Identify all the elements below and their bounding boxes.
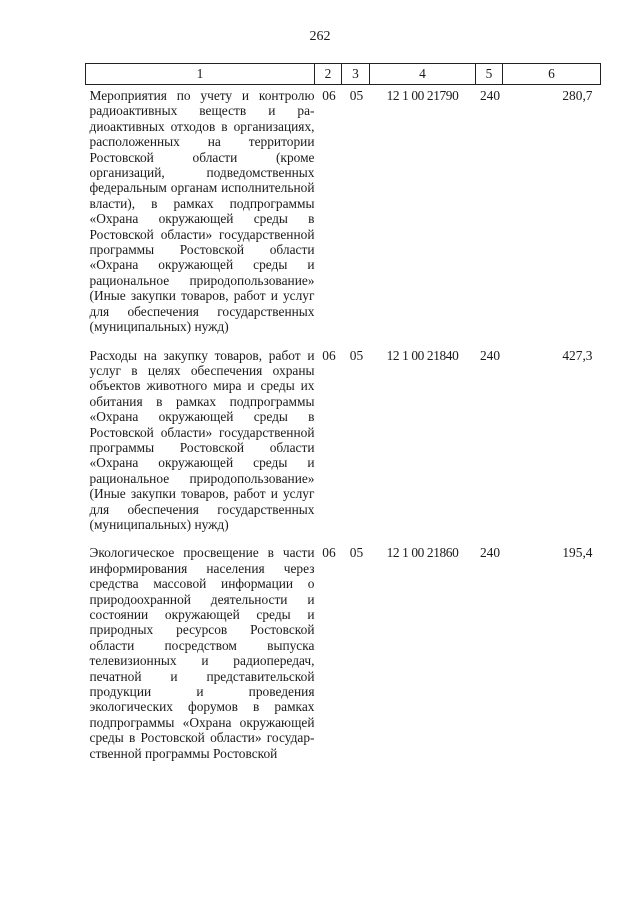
column-header-1: 1: [86, 64, 315, 85]
row-expense-type: 240: [479, 545, 501, 561]
row-target-article: 12 1 00 21860: [386, 545, 459, 561]
column-header-3: 3: [342, 64, 370, 85]
page-number: 262: [309, 29, 331, 44]
table-header: [86, 64, 601, 85]
row-description: Мероприятия по учету и контролю радиоактивных веществ и радиоактивных отходов в организациях, расположенных на территории Ростовской области (кроме организаций, подведомственных федеральным органам исполнительной власти), в рамках подпрограммы «Охрана окружающей среды в Ростовской области» государственной программы Ростовской области «Охрана окружающей среды и рациональное природопользование» (Иные закупки товаров, работ и услуг для обеспечения государственных (муниципальных) нужд): [89, 88, 315, 335]
column-header-2: 2: [315, 64, 342, 85]
row-subsection: 05: [349, 88, 364, 103]
table-row: [86, 342, 601, 540]
row-amount: 195,4: [562, 545, 593, 561]
row-subsection: 05: [349, 545, 364, 561]
table-row: [86, 85, 601, 342]
column-header-6: 6: [503, 64, 601, 85]
row-expense-type: 240: [479, 347, 501, 363]
row-section: 06: [322, 88, 336, 103]
header-row: [86, 64, 601, 85]
row-amount: 280,7: [562, 88, 593, 103]
column-header-5: 5: [476, 64, 503, 85]
budget-table: [85, 63, 601, 768]
row-description: Расходы на закупку товаров, работ и услуг в целях обеспечения охраны объектов животного мира и среды их обитания в рамках подпрограммы «Охрана окружающей среды в Ростовской области» государственной программы Ростовской области «Охрана окружающей среды и рациональное природопользование» (Иные закупки товаров, работ и услуг для обеспечения государственных (муниципальных) нужд): [89, 347, 315, 532]
row-target-article: 12 1 00 21790: [386, 88, 459, 103]
table-row: [86, 539, 601, 768]
row-section: 06: [322, 545, 336, 561]
row-subsection: 05: [349, 347, 364, 363]
row-amount: 427,3: [562, 347, 593, 363]
row-section: 06: [322, 347, 336, 363]
table-body: [86, 85, 601, 769]
row-expense-type: 240: [479, 88, 501, 103]
column-header-4: 4: [370, 64, 476, 85]
row-target-article: 12 1 00 21840: [386, 347, 459, 363]
row-description: Экологическое просвещение в части информирования населения через средства массовой информации о природоохранной деятельности и состоянии окружающей среды и природных ресурсов Ростовской области посредством выпуска телевизионных и радиопередач, печатной и представительской продукции и проведения экологических форумов в рамках подпрограммы «Охрана окружающей среды в Ростовской области» государственной программы Ростовской: [89, 545, 315, 761]
